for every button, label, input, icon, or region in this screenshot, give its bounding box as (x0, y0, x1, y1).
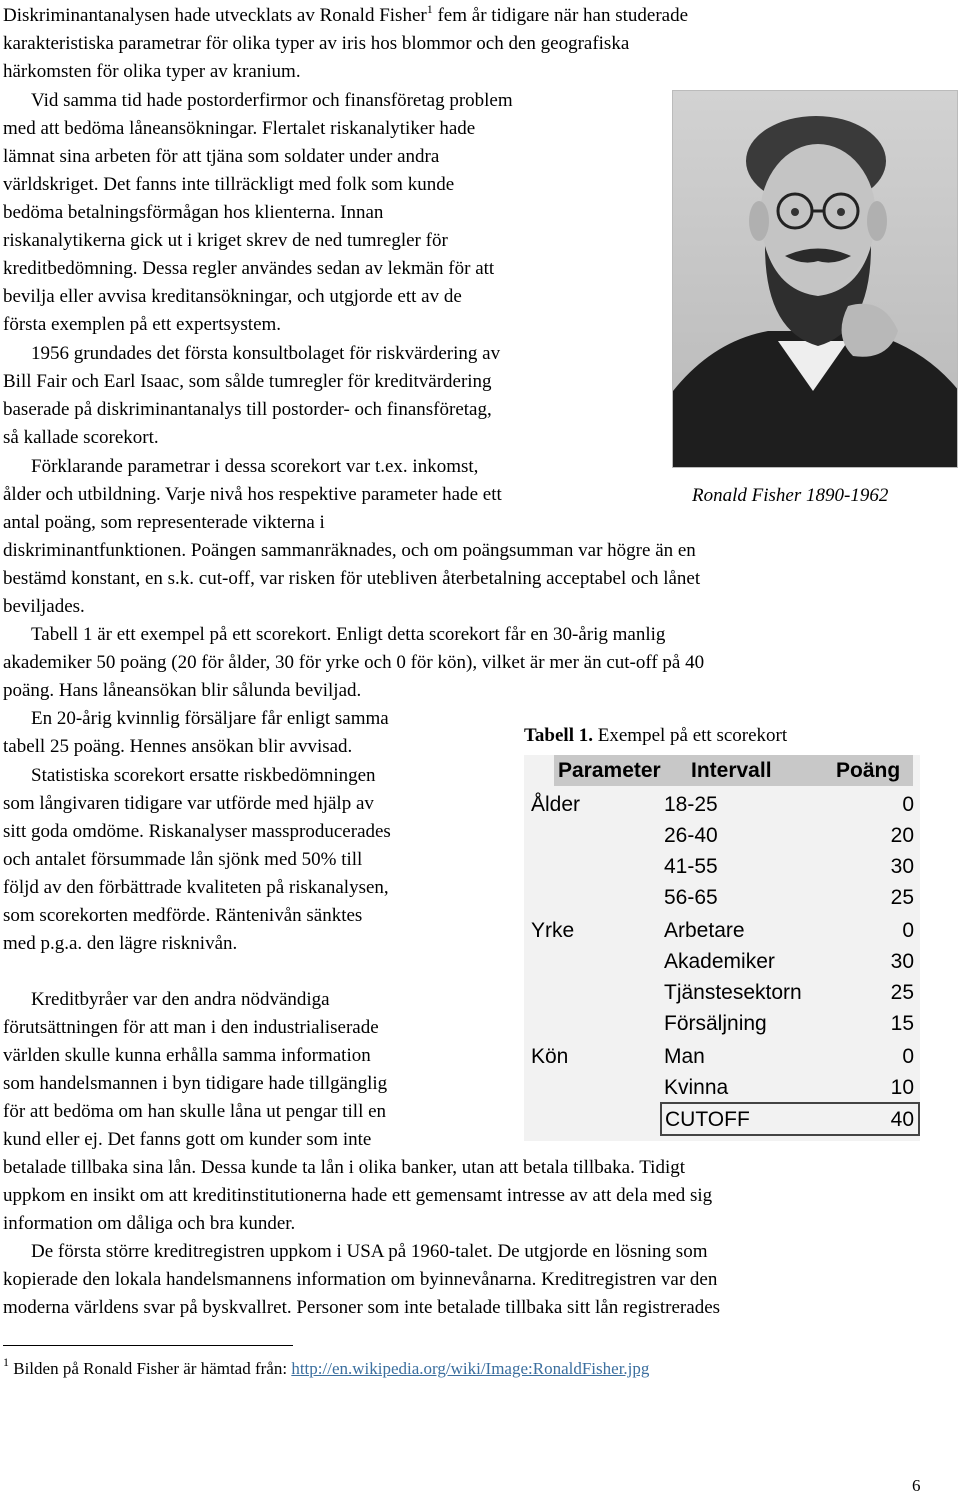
portrait-illustration (673, 91, 958, 468)
footnote: $^1$ Bilden på Ronald Fisher är hämtad från: http://en.wikipedia.org/wiki/Image:RonaldFisher.jpg (3, 1355, 650, 1378)
body-line: med p.g.a. den lägre risknivån. (3, 933, 238, 954)
body-line: moderna världens svar på byskvallret. Personer som inte betalade tillbaka sitt lån registrerades (3, 1297, 721, 1318)
body-line: poäng. Hans låneansökan blir sålunda beviljad. (3, 680, 362, 701)
body-line: De första större kreditregistren uppkom i USA på 1960-talet. De utgjorde en lösning som (31, 1241, 708, 1262)
body-line: följd av den förbättrade kvaliteten på riskanalysen, (3, 877, 389, 898)
body-line: bevilja eller avvisa kreditansökningar, och utgjorde ett av de (3, 286, 462, 307)
body-line: Statistiska scorekort ersatte riskbedömningen (31, 765, 376, 786)
body-line: betalade tillbaka sina lån. Dessa kunde ta lån i olika banker, utan att betala tillbaka. Tidigt (3, 1157, 685, 1178)
body-line: uppkom en insikt om att kreditinstitutionerna hade ett gemensamt intresse av att dela med sig (3, 1185, 713, 1206)
body-line: första exemplen på ett expertsystem. (3, 314, 282, 335)
table-cell-interval: Kvinna (664, 1076, 729, 1099)
table-cell-interval: Arbetare (664, 919, 745, 942)
body-line: riskanalytikerna gick ut i kriget skrev de ned tumregler för (3, 230, 448, 251)
body-line: som långivaren tidigare var utförde med hjälp av (3, 793, 374, 814)
cutoff-label: CUTOFF (665, 1108, 750, 1131)
body-line: Tabell 1 är ett exempel på ett scorekort. Enligt detta scorekort får en 30-årig manlig (31, 624, 666, 645)
body-line: diskriminantfunktionen. Poängen sammanräknades, och om poängsumman var högre än en (3, 540, 696, 561)
body-line: 1956 grundades det första konsultbolaget för riskvärdering av (31, 343, 501, 364)
body-line: Diskriminantanalysen hade utvecklats av Ronald Fisher$^1$ fem år tidigare när han studerade (3, 2, 689, 26)
table-cell-interval: Tjänstesektorn (664, 981, 802, 1004)
body-line: världskriget. Det fanns inte tillräckligt med folk som kunde (3, 174, 455, 195)
body-line: som handelsmannen i byn tidigare hade tillgänglig (3, 1073, 388, 1094)
table-cell-points: 0 (902, 793, 914, 816)
table-cell-interval: 56-65 (664, 886, 718, 909)
body-line: med att bedöma låneansökningar. Flertalet riskanalytiker hade (3, 118, 476, 139)
body-line: förutsättningen för att man i den industrialiserade (3, 1017, 379, 1038)
table-cell-points: 30 (890, 855, 914, 878)
body-line: för att bedöma om han skulle låna ut pengar till en (3, 1101, 387, 1122)
table-cell-points: 20 (890, 824, 914, 847)
table-cell-points: 30 (890, 950, 914, 973)
portrait-photo (672, 90, 958, 468)
body-line: världen skulle kunna erhålla samma information (3, 1045, 371, 1066)
table-cell-points: 25 (890, 886, 914, 909)
footnote-divider (3, 1345, 293, 1346)
header-intervall: Intervall (691, 759, 772, 782)
table-cell-interval: 41-55 (664, 855, 718, 878)
body-line: ålder och utbildning. Varje nivå hos respektive parameter hade ett (3, 484, 502, 505)
footnote-ref[interactable]: 1 (426, 2, 433, 16)
table-cell-interval: Försäljning (664, 1012, 767, 1035)
body-line: lämnat sina arbeten för att tjäna som soldater under andra (3, 146, 440, 167)
body-line: Bill Fair och Earl Isaac, som sålde tumregler för kreditvärdering (3, 371, 492, 392)
table-cell-parameter: Ålder (531, 793, 581, 816)
table-cell-interval: 18-25 (664, 793, 718, 816)
table-cell-parameter: Yrke (531, 919, 575, 942)
body-line: kund eller ej. Det fanns gott om kunder som inte (3, 1129, 372, 1150)
photo-caption: Ronald Fisher 1890-1962 (692, 485, 889, 506)
header-parameter: Parameter (558, 759, 661, 782)
table-cell-interval: Akademiker (664, 950, 775, 973)
cutoff-value: 40 (890, 1108, 914, 1131)
table-cell-interval: Man (664, 1045, 705, 1068)
body-line: beviljades. (3, 596, 85, 617)
body-line: Förklarande parametrar i dessa scorekort var t.ex. inkomst, (31, 456, 479, 477)
body-line: tabell 25 poäng. Hennes ansökan blir avvisad. (3, 736, 353, 757)
body-line: kreditbedömning. Dessa regler användes sedan av lekmän för att (3, 258, 495, 279)
body-line: karakteristiska parametrar för olika typer av iris hos blommor och den geografiska (3, 33, 630, 54)
footnote-link[interactable]: http://en.wikipedia.org/wiki/Image:RonaldFisher.jpg (291, 1359, 650, 1378)
table-cell-points: 0 (902, 919, 914, 942)
table-cell-points: 25 (890, 981, 914, 1004)
body-line: baserade på diskriminantanalys till postorder- och finansföretag, (3, 399, 492, 420)
body-line: och antalet försummade lån sjönk med 50% till (3, 849, 363, 870)
table-cell-points: 15 (890, 1012, 914, 1035)
page-number: 6 (912, 1476, 921, 1495)
header-poang: Poäng (836, 759, 901, 782)
body-line: antal poäng, som representerade vikterna i (3, 512, 325, 533)
table-cell-points: 10 (890, 1076, 914, 1099)
body-line: som scorekorten medförde. Räntenivån sänktes (3, 905, 363, 926)
body-line: härkomsten för olika typer av kranium. (3, 61, 301, 82)
body-line: En 20-årig kvinnlig försäljare får enligt samma (31, 708, 389, 729)
body-line: bedöma betalningsförmågan hos klienterna. Innan (3, 202, 384, 223)
body-line: sitt goda omdöme. Riskanalyser massproducerades (3, 821, 391, 842)
body-line: information om dåliga och bra kunder. (3, 1213, 296, 1234)
table-caption: Tabell 1. Exempel på ett scorekort (524, 725, 788, 746)
scorecard-table (524, 755, 920, 1141)
body-line: bestämd konstant, en s.k. cut-off, var risken för utebliven återbetalning acceptabel och lånet (3, 568, 701, 589)
table-cell-interval: 26-40 (664, 824, 718, 847)
body-line: Vid samma tid hade postorderfirmor och finansföretag problem (31, 90, 513, 111)
body-line: akademiker 50 poäng (20 för ålder, 30 för yrke och 0 för kön), vilket är mer än cut-off på 40 (3, 652, 705, 673)
table-cell-parameter: Kön (531, 1045, 569, 1068)
table-cell-points: 0 (902, 1045, 914, 1068)
body-line: kopierade den lokala handelsmannens information om byinnevånarna. Kreditregistren var den (3, 1269, 718, 1290)
body-line: så kallade scorekort. (3, 427, 159, 448)
body-line: Kreditbyråer var den andra nödvändiga (31, 989, 330, 1010)
